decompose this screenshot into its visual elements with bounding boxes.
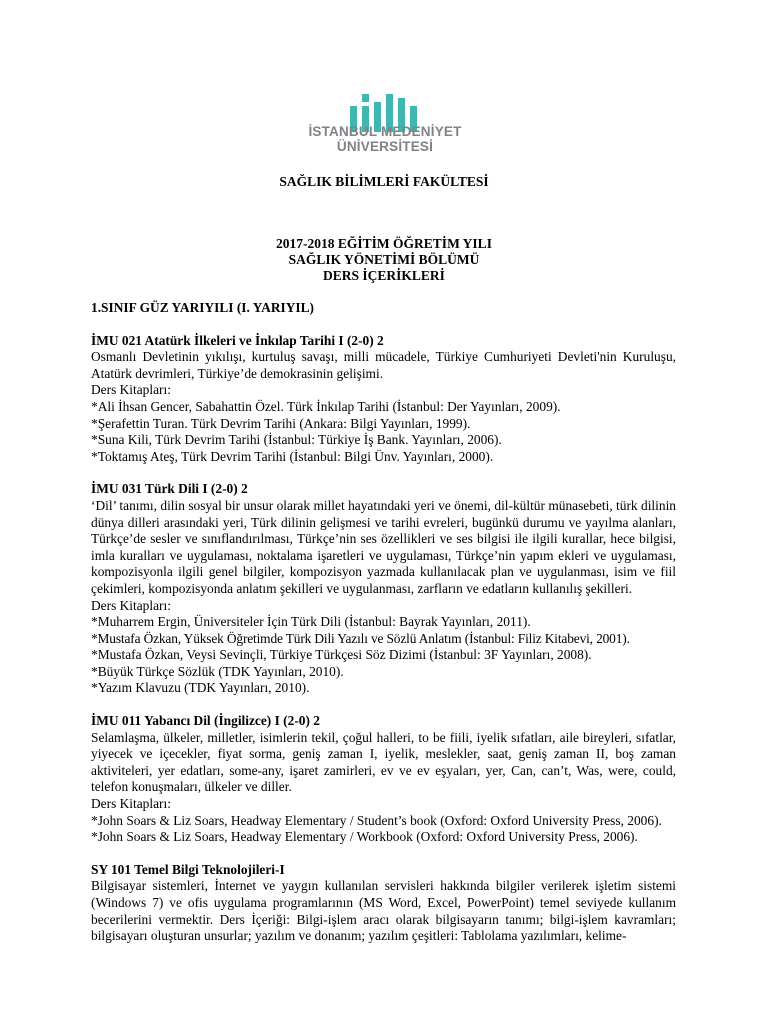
books-label: Ders Kitapları: [91,382,171,398]
course-description: Bilgisayar sistemleri, İnternet ve yaygın kullanılan servisleri hakkında bilgiler verilerek işletim sistemi (Windows 7) ve ofis uygulama programlarının (MS Word, Excel, PowerPoint) temel seviyede kullanım becerilerini vermektir. Ders İçeriği: Bilgi-işlem aracı olarak bilgisayarın tanımı; bilgi-işlem kavramları; bilgisayarı oluşturan unsurlar; yazılım ve donanım; yazılım çeşitleri: Tablolama yazılımları, kelime- [91,878,676,944]
book-item: *John Soars & Liz Soars, Headway Elementary / Student’s book (Oxford: Oxford University Press, 2006). [91,812,662,828]
book-item: *Suna Kili, Türk Devrim Tarihi (İstanbul: Türkiye İş Bank. Yayınları, 2006). [91,432,502,448]
book-item: *Büyük Türkçe Sözlük (TDK Yayınları, 2010). [91,663,344,679]
book-item: *Mustafa Özkan, Veysi Sevinçli, Türkiye Türkçesi Söz Dizimi (İstanbul: 3F Yayınları, 2008). [91,647,592,663]
course-section [91,333,676,466]
book-item: *Mustafa Özkan, Yüksek Öğretimde Türk Dili Yazılı ve Sözlü Anlatım (İstanbul: Filiz Kitabevi, 2001). [91,630,630,646]
title-line3: DERS İÇERİKLERİ [323,268,445,283]
course-title: İMU 031 Türk Dili I (2-0) 2 [91,481,248,497]
course-title: SY 101 Temel Bilgi Teknolojileri-I [91,861,285,877]
book-item: *Şerafettin Turan. Türk Devrim Tarihi (Ankara: Bilgi Yayınları, 1999). [91,415,471,431]
book-item: *Ali İhsan Gencer, Sabahattin Özel. Türk İnkılap Tarihi (İstanbul: Der Yayınları, 2009). [91,398,561,414]
books-label: Ders Kitapları: [91,597,171,613]
course-description: Osmanlı Devletinin yıkılışı, kurtuluş savaşı, milli mücadele, Türkiye Cumhuriyeti Devleti'nin Kuruluşu, Atatürk devrimleri, Türkiye’de demokrasinin gelişimi. [91,349,676,381]
title-line1: 2017-2018 EĞİTİM ÖĞRETİM YILI [276,236,492,251]
course-title: İMU 021 Atatürk İlkeleri ve İnkılap Tarihi I (2-0) 2 [91,332,384,348]
book-item: *Yazım Klavuzu (TDK Yayınları, 2010). [91,680,310,696]
document-title [0,236,768,284]
university-name-line2: ÜNİVERSİTESİ [336,139,434,154]
course-title: İMU 011 Yabancı Dil (İngilizce) I (2-0) 2 [91,713,320,729]
semester-heading: 1.SINIF GÜZ YARIYILI (I. YARIYIL) [91,300,314,315]
course-section [91,862,676,945]
university-name [290,124,480,154]
book-item: *Muharrem Ergin, Üniversiteler İçin Türk Dili (İstanbul: Bayrak Yayınları, 2011). [91,614,531,630]
course-section [91,481,676,697]
document-content [91,300,676,945]
faculty-title: SAĞLIK BİLİMLERİ FAKÜLTESİ [279,174,489,189]
course-description: ‘Dil’ tanımı, dilin sosyal bir unsur olarak millet hayatındaki yeri ve önemi, dil-kültür münasebeti, türk dilinin dünya dilleri arasındaki yeri, Türk dilinin gelişmesi ve tarihi evreleri, bugünkü durumu ve yayılma alanları, Türkçe’de sesler ve sınıflandırılması, Türkçe’nin ses özellikleri ve ses bilgisi ile ilgili kurallar, hece bilgisi, imla kuralları ve uygulaması, noktalama işaretleri ve uygulaması, Türkçe’nin yapım ekleri ve uygulaması, kompozisyonla ilgili genel bilgiler, kompozisyon yazmada kullanılacak plan ve uygulanması, isim ve fiil çekimleri, kompozisyonda anlatım şekilleri ve uygulanması, zarfların ve edatların kullanılış şekilleri. [91,497,676,596]
books-label: Ders Kitapları: [91,796,171,812]
title-line2: SAĞLIK YÖNETİMİ BÖLÜMÜ [288,252,480,267]
course-section [91,713,676,846]
university-name-line1: İSTANBUL MEDENİYET [308,124,462,139]
book-item: *Toktamış Ateş, Türk Devrim Tarihi (İstanbul: Bilgi Ünv. Yayınları, 2000). [91,448,494,464]
course-description: Selamlaşma, ülkeler, milletler, isimlerin tekil, çoğul halleri, to be fiili, iyelik sıfatları, aile bireyleri, sıfatlar, yiyecek ve içecekler, fiyat sorma, geniş zaman I, iyelik, meslekler, saat, geniş zaman II, boş zaman aktiviteleri, yer edatları, some-any, işaret zamirleri, ev ve ev eşyaları, yer, Can, can’t, Was, were, could, telefon konuşmaları, ülkeler ve diller. [91,729,676,795]
book-item: *John Soars & Liz Soars, Headway Elementary / Workbook (Oxford: Oxford University Press, 2006). [91,829,638,845]
